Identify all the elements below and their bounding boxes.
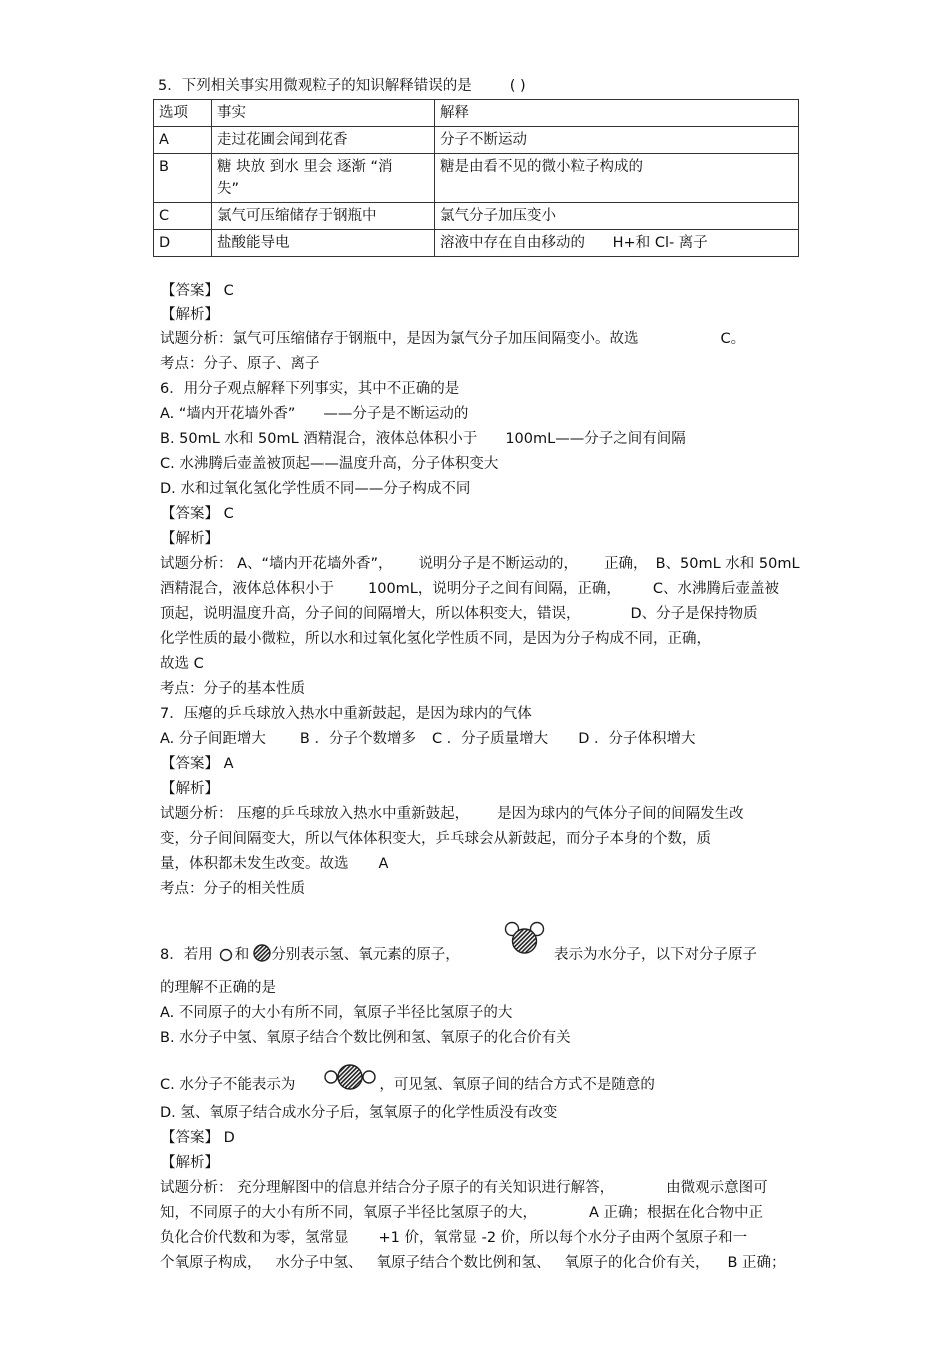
q6-stem: 6．用分子观点解释下列事实，其中不正确的是 <box>160 381 460 397</box>
q7-analysis-line-2: 变，分子间间隔变大，所以气体体积变大，乒乓球会从新鼓起，而分子本身的个数，质 <box>160 831 711 847</box>
text-segment: 氧原子的化合价有关， <box>564 1255 710 1271</box>
text-segment: 个氧原子构成， <box>160 1255 262 1271</box>
table-row <box>154 154 799 203</box>
text-segment: 试题分析： 充分理解图中的信息并结合分子原子的有关知识进行解答， <box>160 1180 615 1196</box>
q7-option-a: A. 分子间距增大 <box>160 731 266 747</box>
table-row <box>154 230 799 257</box>
q5-stem <box>158 76 526 96</box>
text-segment: D、分子是保持物质 <box>630 606 758 622</box>
table-cell: 盐酸能导电 <box>212 230 435 257</box>
text-segment: 水分子中氢、 <box>275 1255 363 1271</box>
q7-options <box>160 729 695 749</box>
q5-table <box>153 99 799 257</box>
hydrogen-atom-icon <box>218 947 234 963</box>
q7-answer: 【答案】 A <box>161 756 234 772</box>
q6-option-a-expl: ——分子是不断运动的 <box>323 406 469 422</box>
table-row <box>154 127 799 154</box>
q7-option-c: C ．分子质量增大 <box>431 731 549 747</box>
q6-option-b <box>160 429 686 449</box>
q7-analysis-line-1 <box>160 804 744 824</box>
text-segment: 负化合价代数和为零，氢常显 <box>160 1230 349 1246</box>
text-segment: 由微观示意图可 <box>666 1180 768 1196</box>
q6-option-b-expl: 100mL——分子之间有间隔 <box>505 431 686 447</box>
q8-option-a: A. 不同原子的大小有所不同，氧原子半径比氢原子的大 <box>160 1005 513 1021</box>
q6-analysis-line-2 <box>160 579 779 599</box>
text-segment: 试题分析： 压瘪的乒乓球放入热水中重新鼓起， <box>160 806 470 822</box>
text-segment: 顶起，说明温度升高，分子间的间隔增大，所以体积变大，错误， <box>160 606 581 622</box>
q6-analysis-line-1 <box>160 554 800 574</box>
table-cell: 溶液中存在自由移动的 H+和 Cl- 离子 <box>435 230 799 257</box>
water-molecule-bent-icon <box>502 920 548 956</box>
oxygen-atom-icon <box>252 943 272 963</box>
text-segment: 量，体积都未发生改变。故选 <box>160 856 349 872</box>
q5-stem-text: 5．下列相关事实用微观粒子的知识解释错误的是 <box>158 78 472 94</box>
q6-option-a-fact: A. “墙内开花墙外香” <box>160 406 296 422</box>
q5-paren: ( ) <box>509 78 526 94</box>
q7-stem: 7．压瘪的乒乓球放入热水中重新鼓起，是因为球内的气体 <box>160 706 532 722</box>
table-row <box>154 203 799 230</box>
q6-analysis-line-3 <box>160 604 758 624</box>
q6-option-d: D. 水和过氧化氢化学性质不同——分子构成不同 <box>160 481 471 497</box>
table-cell: 糖是由看不见的微小粒子构成的 <box>435 154 799 203</box>
text-segment: 正确， <box>604 556 648 572</box>
text-segment: 试题分析： A、“墙内开花墙外香”， <box>160 556 393 572</box>
q8-analysis-line-1 <box>160 1178 768 1198</box>
text-segment: ，可见氢、氧原子间的结合方式不是随意的 <box>379 1077 655 1093</box>
water-molecule-linear-icon <box>322 1063 378 1091</box>
text-segment: B、50mL 水和 50mL <box>655 556 800 572</box>
text-segment: 100mL，说明分子之间有间隔，正确， <box>368 581 621 597</box>
q6-option-c: C. 水沸腾后壶盖被顶起——温度升高，分子体积变大 <box>160 456 499 472</box>
q6-point: 考点：分子的基本性质 <box>160 681 305 697</box>
table-cell: 分子不断运动 <box>435 127 799 154</box>
q8-option-c <box>160 1075 655 1095</box>
q8-option-b: B. 水分子中氢、氧原子结合个数比例和氢、氧原子的化合价有关 <box>160 1030 571 1046</box>
text-segment: C. 水分子不能表示为 <box>160 1077 296 1093</box>
q8-analysis-line-4 <box>160 1253 786 1273</box>
text-segment: C、水沸腾后壶盖被 <box>652 581 780 597</box>
table-cell: C <box>154 203 212 230</box>
q5-analysis-choice: C。 <box>720 331 746 347</box>
q6-option-b-fact: B. 50mL 水和 50mL 酒精混合，液体总体积小于 <box>160 431 478 447</box>
q7-point: 考点：分子的相关性质 <box>160 881 305 897</box>
q7-option-b: B ．分子个数增多 <box>299 731 416 747</box>
q5-analysis-title: 【解析】 <box>161 307 219 323</box>
table-header-cell: 事实 <box>212 100 435 127</box>
q6-answer: 【答案】 C <box>161 506 234 522</box>
text-segment: 知，不同原子的大小有所不同，氧原子半径比氢原子的大， <box>160 1205 537 1221</box>
text-segment: A <box>378 856 389 872</box>
q8-stem-line-2: 的理解不正确的是 <box>160 980 276 996</box>
text-segment: B 正确； <box>727 1255 786 1271</box>
text-segment: 8．若用 <box>160 947 213 963</box>
q6-option-a <box>160 404 468 424</box>
q6-analysis-line-4: 化学性质的最小微粒，所以水和过氧化氢化学性质不同，是因为分子构成不同，正确， <box>160 631 711 647</box>
q8-answer: 【答案】 D <box>161 1130 235 1146</box>
q8-option-d: D. 氢、氧原子结合成水分子后，氢氧原子的化学性质没有改变 <box>160 1105 558 1121</box>
q5-analysis-text: 试题分析：氯气可压缩储存于钢瓶中，是因为氯气分子加压间隔变小。故选 <box>160 331 639 347</box>
table-cell: B <box>154 154 212 203</box>
text-segment: 分别表示氢、氧元素的原子， <box>271 947 460 963</box>
q5-analysis <box>160 329 745 349</box>
q7-analysis-line-3 <box>160 854 388 874</box>
text-segment: 说明分子是不断运动的， <box>418 556 579 572</box>
q5-point: 考点：分子、原子、离子 <box>160 356 320 372</box>
table-cell: D <box>154 230 212 257</box>
q8-analysis-title: 【解析】 <box>161 1155 219 1171</box>
q8-analysis-line-2 <box>160 1203 763 1223</box>
table-cell: 走过花圃会闻到花香 <box>212 127 435 154</box>
q5-answer: 【答案】 C <box>161 283 234 299</box>
text-segment: 和 <box>234 947 250 963</box>
q8-stem-line-1 <box>160 945 460 965</box>
q7-option-d: D ．分子体积增大 <box>578 731 696 747</box>
table-cell: 糖 块放 到水 里会 逐渐 “消 失” <box>212 154 435 203</box>
q7-analysis-title: 【解析】 <box>161 781 219 797</box>
text-segment: +1 价，氧常显 -2 价，所以每个水分子由两个氢原子和一 <box>378 1230 748 1246</box>
table-cell: A <box>154 127 212 154</box>
text-segment: 酒精混合，液体总体积小于 <box>160 581 334 597</box>
q8-stem-line-1-tail: 表示为水分子，以下对分子原子 <box>554 947 757 963</box>
table-cell: 氯气分子加压变小 <box>435 203 799 230</box>
text-segment: 氧原子结合个数比例和氢、 <box>376 1255 551 1271</box>
q6-analysis-line-5: 故选 C <box>160 656 204 672</box>
q5-table-header <box>154 100 799 127</box>
q6-analysis-title: 【解析】 <box>161 531 219 547</box>
q8-analysis-line-3 <box>160 1228 747 1248</box>
text-segment: A 正确；根据在化合物中正 <box>589 1205 764 1221</box>
table-header-cell: 解释 <box>435 100 799 127</box>
table-cell: 氯气可压缩储存于钢瓶中 <box>212 203 435 230</box>
text-segment: 是因为球内的气体分子间的间隔发生改 <box>497 806 744 822</box>
table-header-cell: 选项 <box>154 100 212 127</box>
